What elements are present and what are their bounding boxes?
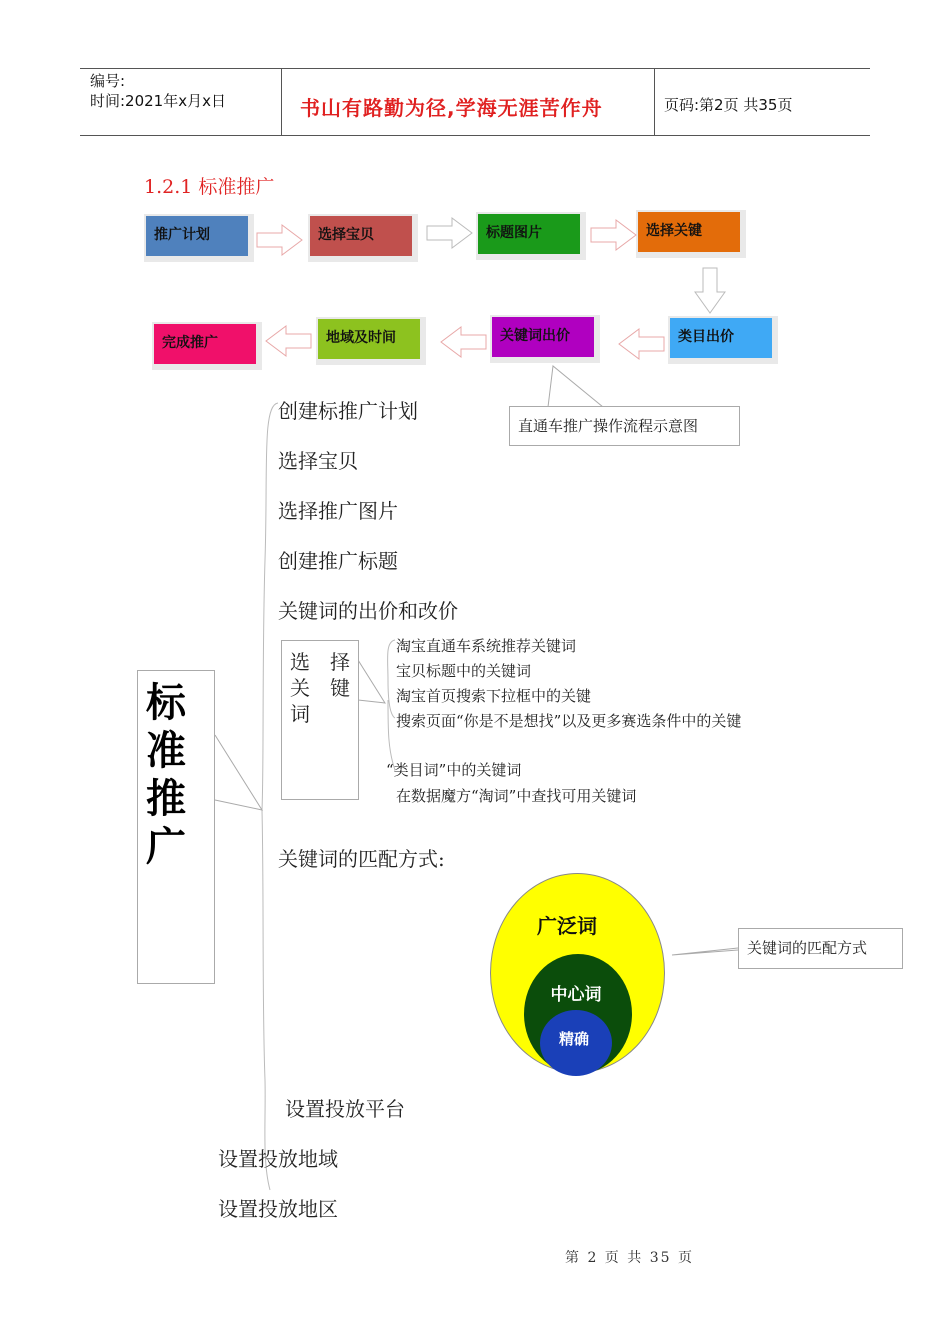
header-number: 编号: xyxy=(90,72,126,90)
keyword-box-line1: 选 择 xyxy=(290,650,350,674)
header-motto: 书山有路勤为径,学海无涯苦作舟 xyxy=(300,96,603,120)
arrow-left-2 xyxy=(441,327,486,357)
main-brace xyxy=(262,403,278,1190)
match-caption: 关键词的匹配方式 xyxy=(738,928,903,969)
keyword-brace xyxy=(388,640,395,770)
item-select-product: 选择宝贝 xyxy=(278,449,358,473)
arrow-down xyxy=(695,268,725,313)
flow-step-select-item: 选择宝贝 xyxy=(310,216,412,256)
keyword-source: “类目词”中的关键词 xyxy=(386,761,522,779)
page-footer: 第 2 页 共 35 页 xyxy=(565,1250,694,1266)
match-label-core: 中心词 xyxy=(550,985,602,1005)
flow-step-title-image: 标题图片 xyxy=(478,214,580,254)
match-caption-pointer xyxy=(672,948,738,955)
item-keyword-bid: 关键词的出价和改价 xyxy=(278,599,458,623)
header-time: 时间:2021年x月x日 xyxy=(90,92,226,110)
match-label-exact: 精确 xyxy=(558,1030,589,1048)
item-create-title: 创建推广标题 xyxy=(278,549,398,573)
item-area: 设置投放地区 xyxy=(218,1197,338,1221)
keyword-pointer xyxy=(358,660,385,703)
flow-step-plan: 推广计划 xyxy=(146,216,248,256)
item-platform: 设置投放平台 xyxy=(285,1097,405,1121)
flow-step-complete: 完成推广 xyxy=(154,324,256,364)
flow-step-category-bid: 类目出价 xyxy=(670,318,772,358)
flow-step-region-time: 地域及时间 xyxy=(318,319,420,359)
keyword-box-line3: 词 xyxy=(290,702,310,726)
keyword-source: 淘宝直通车系统推荐关键词 xyxy=(396,637,577,655)
keyword-box-line2: 关 键 xyxy=(290,676,350,700)
arrow-left-3 xyxy=(266,326,311,356)
item-region: 设置投放地域 xyxy=(218,1147,338,1171)
keyword-box xyxy=(281,640,359,800)
flow-step-select-keyword: 选择关键 xyxy=(638,212,740,252)
root-box xyxy=(137,670,215,984)
item-create-plan: 创建标推广计划 xyxy=(278,399,418,423)
keyword-source: 在数据魔方“淘词”中查找可用关键词 xyxy=(396,787,637,805)
flow-caption: 直通车推广操作流程示意图 xyxy=(509,406,740,446)
keyword-source: 搜索页面“你是不是想找”以及更多赛选条件中的关键 xyxy=(396,712,742,730)
root-label: 标 准 推 广 xyxy=(146,680,186,870)
flow-step-keyword-bid: 关键词出价 xyxy=(492,317,594,357)
header-page-info: 页码:第2页 共35页 xyxy=(664,96,793,114)
arrow-right-2 xyxy=(427,218,472,248)
match-title: 关键词的匹配方式: xyxy=(278,847,445,871)
keyword-source: 宝贝标题中的关键词 xyxy=(396,662,532,680)
arrow-left-1 xyxy=(619,329,664,359)
keyword-source: 淘宝首页搜索下拉框中的关键 xyxy=(396,687,592,705)
arrow-right-1 xyxy=(257,225,302,255)
item-select-image: 选择推广图片 xyxy=(278,499,398,523)
root-pointer xyxy=(215,735,262,810)
caption-pointer xyxy=(548,366,603,407)
match-label-broad: 广泛词 xyxy=(537,914,597,938)
section-title: 1.2.1 标准推广 xyxy=(144,176,275,198)
arrow-right-3 xyxy=(591,220,636,250)
